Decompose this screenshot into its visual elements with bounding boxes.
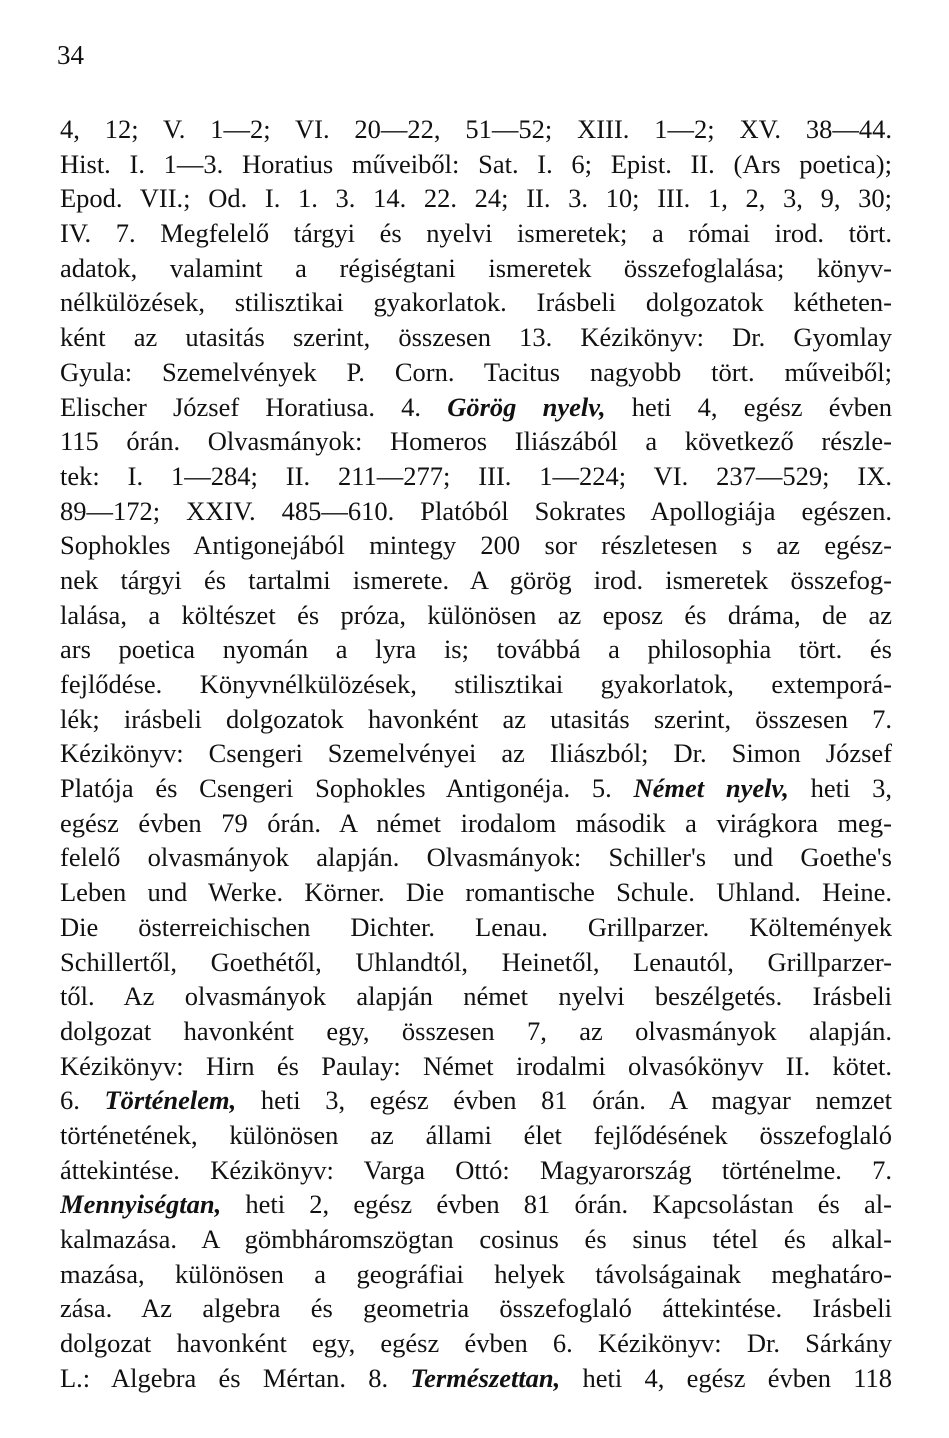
- text-segment: 4, 12; V. 1—2; VI. 20—22, 51—52; XIII. 1—2; XV. 38—44.: [60, 114, 892, 144]
- text-line: [60, 424, 892, 459]
- text-line: [60, 1014, 892, 1049]
- subject-heading: Természettan,: [410, 1362, 561, 1393]
- text-line: [60, 840, 892, 875]
- text-line: [60, 285, 892, 320]
- text-segment: Epod. VII.; Od. I. 1. 3. 14. 22. 24; II. 3. 10; III. 1, 2, 3, 9, 30;: [60, 183, 892, 214]
- text-segment: felelő olvasmányok alapján. Olvasmányok: Schiller's und Goethe's: [60, 842, 892, 873]
- text-line: [60, 1118, 892, 1153]
- text-segment: L.: Algebra és Mértan. 8.: [60, 1362, 411, 1393]
- text-line: [60, 1361, 892, 1396]
- text-line: [60, 771, 892, 806]
- text-segment: áttekintése. Kézikönyv: Varga Ottó: Magyarország történelme. 7.: [60, 1154, 892, 1185]
- text-segment: nélkülözések, stilisztikai gyakorlatok. Irásbeli dolgozatok kétheten-: [60, 287, 892, 318]
- text-segment: Hist. I. 1—3. Horatius műveiből: Sat. I. 6; Epist. II. (Ars poetica);: [60, 148, 892, 179]
- text-line: [60, 1187, 892, 1222]
- text-line: [60, 910, 892, 945]
- text-line: [60, 494, 892, 529]
- text-segment: 115 órán. Olvasmányok: Homeros Iliászából a következő részle-: [60, 426, 892, 457]
- text-segment: nek tárgyi és tartalmi ismerete. A görög irod. ismeretek összefog-: [60, 564, 892, 595]
- text-segment: ars poetica nyomán a lyra is; továbbá a philosophia tört. és: [60, 634, 892, 665]
- subject-heading: Mennyiségtan,: [60, 1189, 222, 1220]
- text-segment: tek: I. 1—284; II. 211—277; III. 1—224; VI. 237—529; IX.: [60, 460, 892, 491]
- text-segment: Elischer József Horatiusa. 4.: [60, 391, 448, 422]
- text-segment: egész évben 79 órán. A német irodalom második a virágkora meg-: [60, 807, 892, 838]
- text-segment: ként az utasitás szerint, összesen 13. Kézikönyv: Dr. Gyomlay: [60, 322, 892, 353]
- text-segment: zása. Az algebra és geometria összefoglaló áttekintése. Irásbeli: [60, 1293, 892, 1324]
- text-line: [60, 1083, 892, 1118]
- text-segment: Die österreichischen Dichter. Lenau. Grillparzer. Költemények: [60, 911, 892, 942]
- text-segment: Platója és Csengeri Sophokles Antigonéja. 5.: [60, 773, 634, 804]
- text-segment: heti 4, egész évben: [605, 391, 892, 422]
- text-segment: dolgozat havonként egy, összesen 7, az olvasmányok alapján.: [60, 1015, 892, 1046]
- text-line: [60, 736, 892, 771]
- text-line: [60, 355, 892, 390]
- text-segment: heti 4, egész évben 118: [560, 1362, 892, 1393]
- text-segment: heti 3,: [788, 773, 892, 804]
- text-line: [60, 459, 892, 494]
- text-segment: lék; irásbeli dolgozatok havonként az utasitás szerint, összesen 7.: [60, 703, 892, 734]
- text-segment: Gyula: Szemelvények P. Corn. Tacitus nagyobb tört. műveiből;: [60, 356, 892, 387]
- text-line: [60, 563, 892, 598]
- text-segment: történetének, különösen az állami élet fejlődésének összefoglaló: [60, 1119, 892, 1150]
- text-segment: Sophokles Antigonejából mintegy 200 sor részletesen s az egész-: [60, 530, 892, 561]
- text-line: [60, 1222, 892, 1257]
- text-segment: Leben und Werke. Körner. Die romantische Schule. Uhland. Heine.: [60, 877, 892, 908]
- text-segment: Kézikönyv: Csengeri Szemelvényei az Iliászból; Dr. Simon József: [60, 738, 892, 769]
- subject-heading: Német nyelv,: [633, 773, 789, 804]
- text-segment: től. Az olvasmányok alapján német nyelvi beszélgetés. Irásbeli: [60, 981, 892, 1012]
- text-line: [60, 945, 892, 980]
- page-number: 34: [57, 40, 84, 70]
- text-line: [60, 598, 892, 633]
- text-segment: kalmazása. A gömbháromszögtan cosinus és sinus tétel és alkal-: [60, 1224, 892, 1254]
- text-line: [60, 1153, 892, 1188]
- text-line: [60, 251, 892, 286]
- text-segment: fejlődése. Könyvnélkülözések, stilisztikai gyakorlatok, extemporá-: [60, 669, 892, 699]
- text-segment: Schillertől, Goethétől, Uhlandtól, Heinetől, Lenautól, Grillparzer-: [60, 946, 892, 977]
- text-line: [60, 216, 892, 251]
- subject-heading: Görög nyelv,: [447, 391, 606, 422]
- text-segment: IV. 7. Megfelelő tárgyi és nyelvi ismeretek; a római irod. tört.: [60, 218, 892, 249]
- text-line: [60, 1257, 892, 1292]
- text-line: [60, 875, 892, 910]
- text-line: [60, 1049, 892, 1084]
- text-line: [60, 1326, 892, 1361]
- text-line: [60, 806, 892, 841]
- text-line: [60, 979, 892, 1014]
- text-segment: heti 3, egész évben 81 órán. A magyar nemzet: [236, 1085, 892, 1116]
- text-segment: heti 2, egész évben 81 órán. Kapcsolástan és al-: [221, 1189, 892, 1220]
- text-line: [60, 390, 892, 425]
- text-segment: dolgozat havonként egy, egész évben 6. Kézikönyv: Dr. Sárkány: [60, 1328, 892, 1359]
- text-line: [60, 112, 892, 147]
- text-line: [60, 147, 892, 182]
- text-segment: lalása, a költészet és próza, különösen az eposz és dráma, de az: [60, 599, 892, 630]
- text-line: [60, 702, 892, 737]
- subject-heading: Történelem,: [104, 1085, 237, 1116]
- text-line: [60, 1291, 892, 1326]
- text-line: [60, 181, 892, 216]
- text-line: [60, 528, 892, 563]
- text-segment: mazása, különösen a geográfiai helyek távolságainak meghatáro-: [60, 1258, 892, 1289]
- text-segment: Kézikönyv: Hirn és Paulay: Német irodalmi olvasókönyv II. kötet.: [60, 1050, 892, 1081]
- text-segment: adatok, valamint a régiségtani ismeretek összefoglalása; könyv-: [60, 252, 892, 283]
- text-segment: 6.: [60, 1085, 105, 1116]
- text-line: [60, 667, 892, 702]
- text-segment: 89—172; XXIV. 485—610. Platóból Sokrates Apollogiája egészen.: [60, 495, 892, 526]
- text-line: [60, 632, 892, 667]
- text-line: [60, 320, 892, 355]
- body-text: [60, 112, 892, 1395]
